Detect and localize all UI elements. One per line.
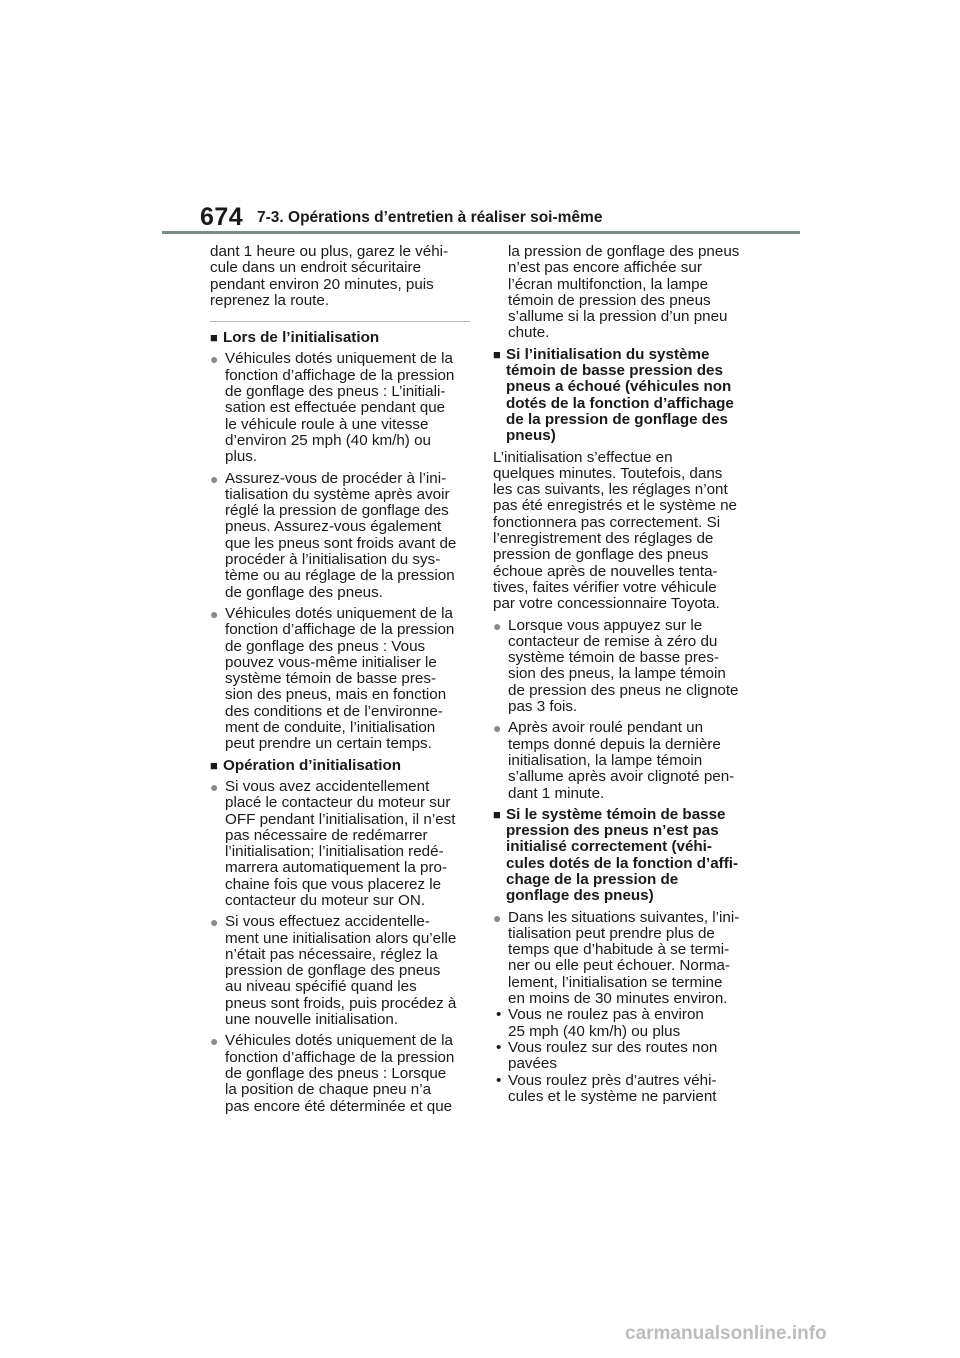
sub-list-item xyxy=(493,1073,755,1106)
list-item xyxy=(493,618,755,716)
bullet-icon: ● xyxy=(210,470,219,487)
bullet-icon: ● xyxy=(493,720,502,737)
subheading-failed-initialisation xyxy=(493,347,755,445)
list-item xyxy=(493,910,755,1008)
list-item-text: Véhicules dotés uniquement de la fonction d’affichage de la pression de gonflage des pneus : L’initiali- sation est effectuée pendant que le véhicule roule à une vitesse d’environ 25 mph (40 km/h) ou plus. xyxy=(225,350,455,466)
list-item xyxy=(210,351,470,465)
list-item xyxy=(210,606,470,753)
section-title: 7-3. Opérations d’entretien à réaliser soi-même xyxy=(257,209,603,226)
list-item-text: la pression de gonflage des pneus n’est pas encore affichée sur l’écran multifonction, la lampe témoin de pression des pneus s’allume si la pression d’un pneu chute. xyxy=(508,243,740,342)
subheading-not-initialised xyxy=(493,807,755,905)
list-item-text: Si vous effectuez accidentelle- ment une initialisation alors qu’elle n’était pas nécessaire, réglez la pression de gonflage des pneus au niveau spécifié quand les pneus sont froids, puis procédez à une nouvelle initialisation. xyxy=(225,913,457,1029)
list-item-text: Dans les situations suivantes, l’ini- tialisation peut prendre plus de temps que d’habitude à se termi- ner ou elle peut échouer. Norma- lement, l’initialisation se termine en moins de 30 minutes environ. xyxy=(508,908,740,1008)
list-item xyxy=(210,779,470,909)
sub-list-item xyxy=(493,1040,755,1073)
bullet-icon: ● xyxy=(493,617,502,634)
dot-icon: • xyxy=(496,1071,502,1089)
list-item-text: Si vous avez accidentellement placé le contacteur du moteur sur OFF pendant l’initialisation, il n’est pas nécessaire de redémarrer l’initialisation; l’initialisation redé- marrera automatiquement la pro- chaine fois que vous placerez le contacteur du moteur sur ON. xyxy=(225,777,456,909)
sub-list-item-text: Vous ne roulez pas à environ 25 mph (40 km/h) ou plus xyxy=(508,1006,704,1040)
list-item-text: Assurez-vous de procéder à l’ini- tialisation du système après avoir réglé la pression de gonflage des pneus. Assurez-vous également que les pneus sont froids avant de procéder à l’initialisation du sys- tème ou au réglage de la pression de gonflage des pneus. xyxy=(225,469,457,601)
list-item-text: Lorsque vous appuyez sur le contacteur de remise à zéro du système témoin de basse pres- sion des pneus, la lampe témoin de pression des pneus ne clignote pas 3 fois. xyxy=(508,616,739,716)
bullet-icon: ● xyxy=(210,605,219,622)
header-rule xyxy=(162,231,800,234)
watermark: carmanualsonline.info xyxy=(625,1323,827,1344)
list-item-continued xyxy=(493,244,755,342)
list-item xyxy=(210,1033,470,1114)
bullet-icon: ● xyxy=(210,778,219,795)
page-number: 674 xyxy=(200,203,244,231)
list-item xyxy=(493,720,755,801)
bullet-icon: ● xyxy=(493,909,502,926)
bullet-icon: ● xyxy=(210,1033,219,1050)
square-heading-icon: ■ xyxy=(493,806,501,822)
bullet-icon: ● xyxy=(210,914,219,931)
left-column xyxy=(210,244,470,1120)
subheading-operation xyxy=(210,758,470,774)
list-item-text: Véhicules dotés uniquement de la fonction d’affichage de la pression de gonflage des pneus : Vous pouvez vous-même initialiser le système témoin de basse pres- sion des pneus, mais en fonction des conditions et de l’environne- ment de conduite, l’initialisation peut prendre un certain temps. xyxy=(225,604,455,753)
square-heading-icon: ■ xyxy=(493,346,501,362)
body-paragraph: L’initialisation s’effectue en quelques minutes. Toutefois, dans les cas suivants, les réglages n’ont pas été enregistrés et le système ne fonctionnera pas correctement. Si l’enregistrement des réglages de pression de gonflage des pneus échoue après de nouvelles tenta- tives, faites vérifier votre véhicule par votre concessionnaire Toyota. xyxy=(493,448,737,613)
sub-list-item-text: Vous roulez près d’autres véhi- cules et le système ne parvient xyxy=(508,1071,717,1105)
list-item xyxy=(210,471,470,601)
bullet-spacer xyxy=(493,244,508,342)
subheading-text: Opération d’initialisation xyxy=(223,756,402,774)
subheading-text: Lors de l’initialisation xyxy=(223,329,380,347)
bullet-icon: ● xyxy=(210,351,219,368)
list-item-text: Véhicules dotés uniquement de la fonction d’affichage de la pression de gonflage des pneus : Lorsque la position de chaque pneu n’a pas encore été déterminée et que xyxy=(225,1032,455,1115)
right-column xyxy=(493,244,755,1105)
dot-icon: • xyxy=(496,1006,502,1024)
section-divider xyxy=(210,321,470,322)
subheading-text: Si l’initialisation du système témoin de basse pression des pneus a échoué (véhicules non dotés de la fonction d’affichage de la pression de gonflage des pneus) xyxy=(506,345,734,445)
list-item-text: Après avoir roulé pendant un temps donné depuis la dernière initialisation, la lampe témoin s’allume après avoir clignoté pen- dant 1 minute. xyxy=(508,719,735,802)
list-item xyxy=(210,914,470,1028)
subheading-initialisation xyxy=(210,330,470,346)
subheading-text: Si le système témoin de basse pression des pneus n’est pas initialisé correctement (véhi- cules dotés de la fonction d’affi- chage de la pression de gonflage des pneus) xyxy=(506,805,739,905)
sub-list-item xyxy=(493,1007,755,1040)
sub-list-item-text: Vous roulez sur des routes non pavées xyxy=(508,1038,718,1073)
intro-paragraph: dant 1 heure ou plus, garez le véhi- cule dans un endroit sécuritaire pendant environ 20 minutes, puis reprenez la route. xyxy=(210,243,449,309)
square-heading-icon: ■ xyxy=(210,330,218,346)
dot-icon: • xyxy=(496,1038,502,1056)
square-heading-icon: ■ xyxy=(210,757,218,773)
